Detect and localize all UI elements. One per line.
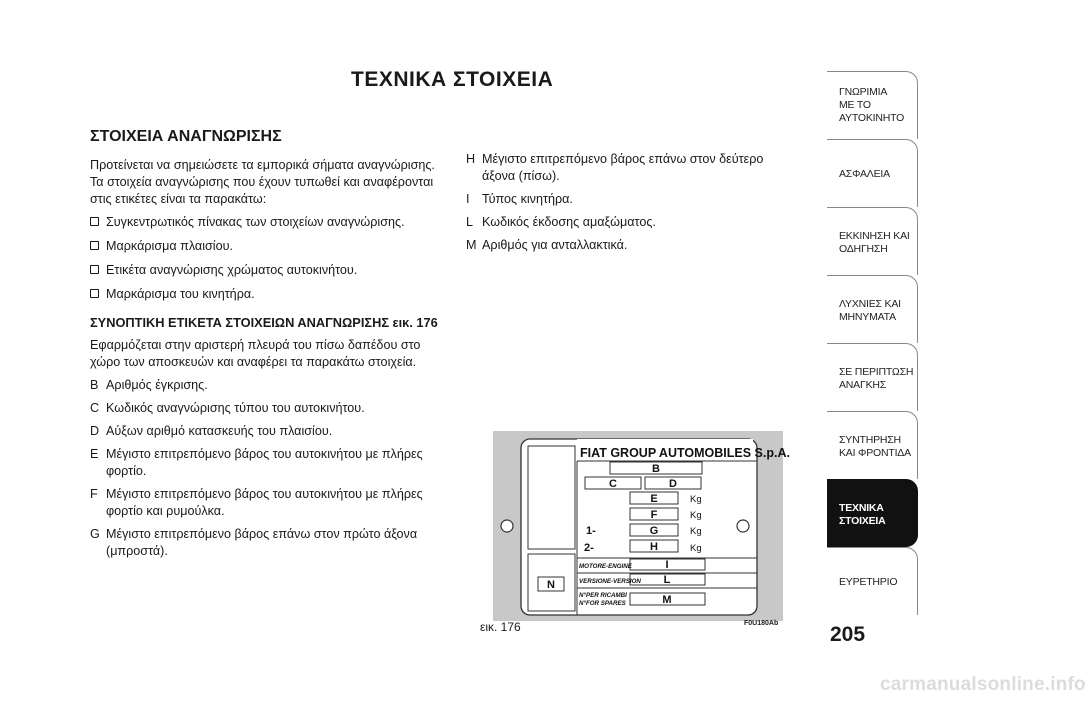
figure-code: F0U180Ab [744,620,779,627]
checkbox-bullet-icon [90,241,99,250]
subsection-intro: Εφαρμόζεται στην αριστερή πλευρά του πίσω δαπέδου στο χώρο των αποσκευών και αναφέρει τα παρακάτω στοιχεία. [90,338,421,369]
bullet-item: Μαρκάρισμα πλαισίου. [90,238,445,255]
tab-index[interactable]: ΕΥΡΕΤΗΡΙΟ [827,547,918,615]
kg-label: Kg [690,543,702,554]
section-intro: Προτείνεται να σημειώσετε τα εμπορικά σήματα αναγνώρισης. Τα στοιχεία αναγνώρισης που έχουν τυπωθεί και αναφέρονται στις ετικέτες είναι τα παρακάτω: [90,158,435,206]
field-n: N [547,579,555,591]
tab-maintenance[interactable]: ΣΥΝΤΗΡΗΣΗ ΚΑΙ ΦΡΟΝΤΙΔΑ [827,411,918,479]
checkbox-bullet-icon [90,265,99,274]
left-column [90,128,445,566]
field-c: C [609,478,617,490]
list-item: H Μέγιστο επιτρεπόμενο βάρος επάνω στον δεύτερο άξονα (πίσω). [466,152,764,183]
bullet-item: Μαρκάρισμα του κινητήρα. [90,286,445,303]
field-i: I [665,559,669,571]
axle-2-label: 2- [584,542,594,554]
kg-label: Kg [690,494,702,505]
chapter-tabs [827,71,918,615]
list-item: F Μέγιστο επιτρεπόμενο βάρος του αυτοκινήτου με πλήρες φορτίο και ρυμούλκα. [90,487,423,518]
checkbox-bullet-icon [90,217,99,226]
list-item: G Μέγιστο επιτρεπόμενο βάρος επάνω στον πρώτο άξονα (μπροστά). [90,527,418,558]
identification-label-figure [493,431,790,621]
label-header: FIAT GROUP AUTOMOBILES S.p.A. [580,446,790,460]
engine-label: MOTORE-ENGINE [579,563,632,570]
tab-starting-driving[interactable]: ΕΚΚΙΝΗΣΗ ΚΑΙ ΟΔΗΓΗΣΗ [827,207,918,275]
section-title: ΣΤΟΙΧΕΙΑ ΑΝΑΓΝΩΡΙΣΗΣ [90,128,282,145]
page-number: 205 [830,623,866,646]
axle-1-label: 1- [586,525,596,537]
kg-label: Kg [690,510,702,521]
list-item: L Κωδικός έκδοσης αμαξώματος. [466,215,656,229]
field-f: F [650,509,658,521]
spares-label-2: N°FOR SPARES [579,600,626,607]
bullet-item: Ετικέτα αναγνώρισης χρώματος αυτοκινήτου. [90,262,445,279]
field-g: G [649,525,659,537]
spares-label-1: N°PER RICAMBI [579,592,627,599]
field-e: E [650,493,658,505]
tab-warning-lights[interactable]: ΛΥΧΝΙΕΣ ΚΑΙ ΜΗΝΥΜΑΤΑ [827,275,918,343]
list-item: E Μέγιστο επιτρεπόμενο βάρος του αυτοκινήτου με πλήρες φορτίο. [90,447,423,478]
bullet-item: Συγκεντρωτικός πίνακας των στοιχείων αναγνώρισης. [90,214,445,231]
tab-safety[interactable]: ΑΣΦΑΛΕΙΑ [827,139,918,207]
list-item: B Αριθμός έγκρισης. [90,378,208,392]
right-column [466,151,796,260]
subsection-title: ΣΥΝΟΠΤΙΚΗ ΕΤΙΚΕΤΑ ΣΤΟΙΧΕΙΩΝ ΑΝΑΓΝΩΡΙΣΗΣ εικ. 176 [90,315,438,330]
list-item: M Αριθμός για ανταλλακτικά. [466,238,628,252]
checkbox-bullet-icon [90,289,99,298]
list-item: I Τύπος κινητήρα. [466,192,573,206]
field-l: L [663,574,671,586]
figure-caption: εικ. 176 [480,620,521,634]
tab-getting-to-know[interactable]: ΓΝΩΡΙΜΙΑ ΜΕ ΤΟ ΑΥΤΟΚΙΝΗΤΟ [827,71,918,139]
field-h: H [650,541,658,553]
version-label: VERSIONE-VERSION [579,578,641,585]
tab-technical-data[interactable]: ΤΕΧΝΙΚΑ ΣΤΟΙΧΕΙΑ [827,479,918,547]
tab-emergency[interactable]: ΣΕ ΠΕΡΙΠΤΩΣΗ ΑΝΑΓΚΗΣ [827,343,918,411]
field-d: D [669,478,677,490]
page-title: ΤΕΧΝΙΚΑ ΣΤΟΙΧΕΙΑ [351,68,554,91]
watermark: carmanualsonline.info [880,674,1086,695]
field-m: M [662,594,672,606]
kg-label: Kg [690,526,702,537]
list-item: D Αύξων αριθμό κατασκευής του πλαισίου. [90,424,333,438]
field-b: B [652,463,660,475]
list-item: C Κωδικός αναγνώρισης τύπου του αυτοκινήτου. [90,401,365,415]
